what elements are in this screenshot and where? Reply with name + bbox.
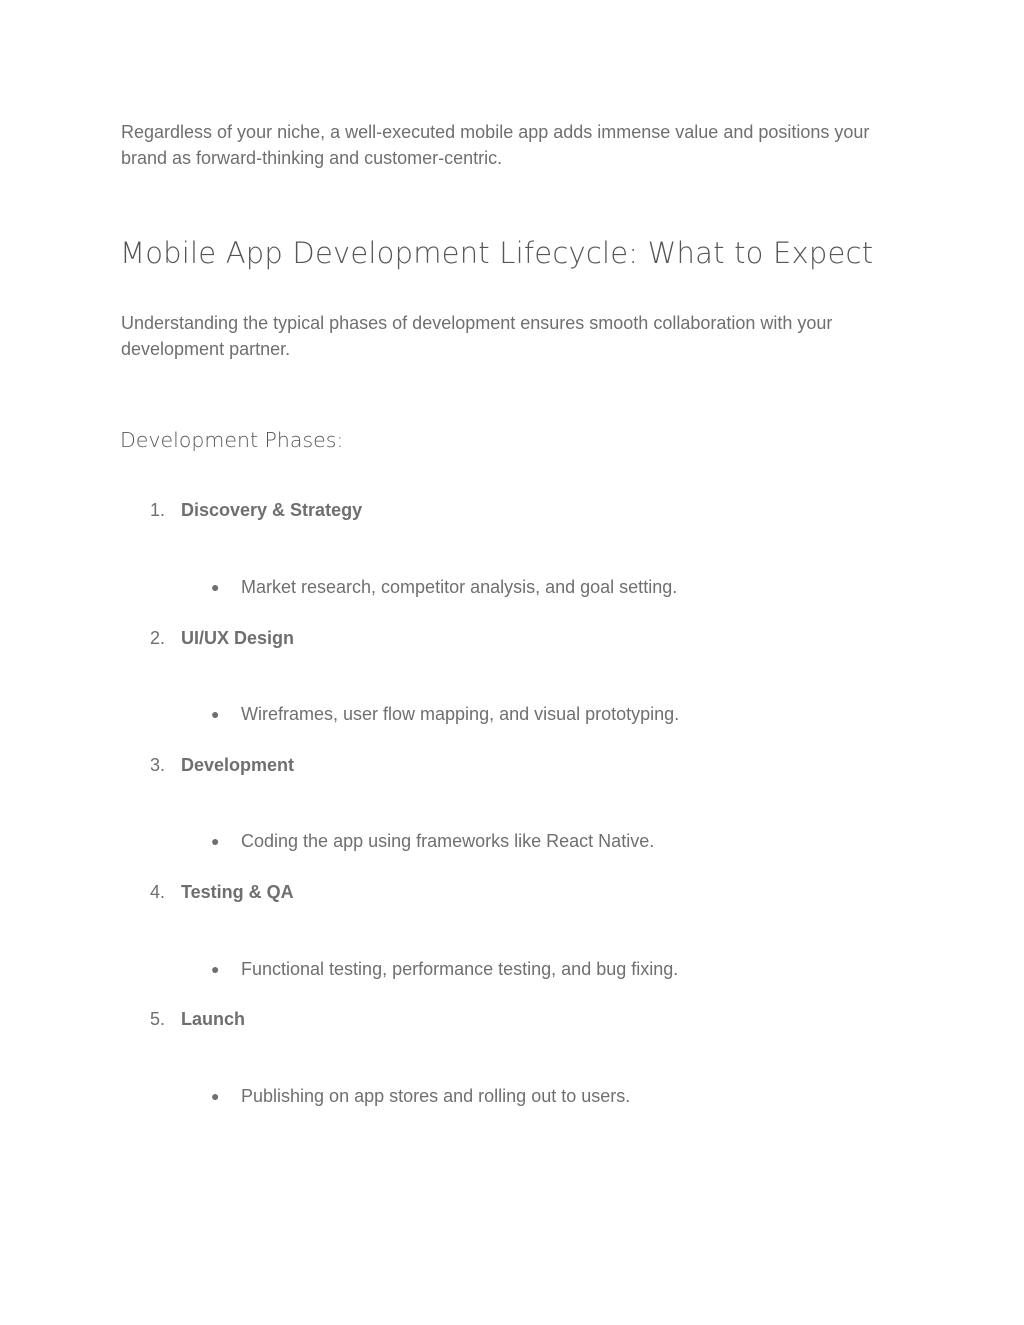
phase-number: 5. [150, 1009, 166, 1029]
phase-number: 2. [150, 628, 166, 648]
bullet-icon: ● [211, 1088, 220, 1104]
phase-title: Development [181, 755, 295, 775]
phase-number: 1. [150, 500, 166, 520]
bullet-icon: ● [211, 579, 220, 595]
phase-number: 3. [150, 755, 166, 775]
phase-title: Discovery & Strategy [181, 500, 363, 520]
phase-number: 4. [150, 882, 166, 902]
phase-detail: Publishing on app stores and rolling out to users. [241, 1086, 631, 1106]
bullet-icon: ● [211, 961, 220, 977]
phase-detail: Wireframes, user flow mapping, and visual prototyping. [241, 704, 680, 724]
phase-title: Testing & QA [181, 882, 294, 902]
bullet-icon: ● [211, 833, 220, 849]
phase-title: Launch [181, 1009, 246, 1029]
lifecycle-heading: Mobile App Development Lifecycle: What to Expect [120, 236, 874, 270]
phase-detail: Market research, competitor analysis, and goal setting. [241, 577, 678, 597]
intro-paragraph: Regardless of your niche, a well-executed mobile app adds immense value and positions your brand as forward-thinking and customer-centric. [121, 122, 870, 168]
phase-detail: Functional testing, performance testing, and bug fixing. [241, 959, 679, 979]
phase-title: UI/UX Design [181, 628, 295, 648]
phases-heading: Development Phases: [120, 428, 344, 452]
lifecycle-paragraph: Understanding the typical phases of development ensures smooth collaboration with your development partner. [121, 313, 833, 359]
bullet-icon: ● [211, 706, 220, 722]
phase-detail: Coding the app using frameworks like React Native. [241, 831, 655, 851]
